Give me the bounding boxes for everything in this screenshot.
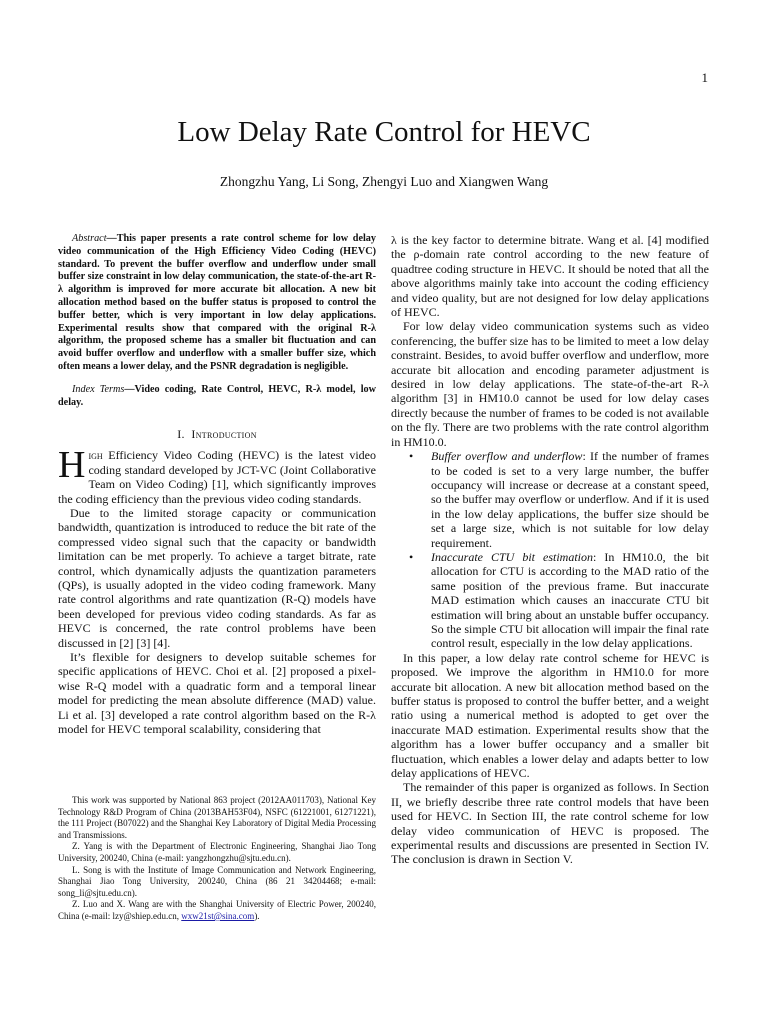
abstract xyxy=(58,233,376,374)
right-paragraph-2: For low delay video communication systems such as video conferencing, the buffer size has to be limited to meet a low delay constraint. Besides, to avoid buffer overflow and underflow, more accurate bit allocation and encoding parameter adjustment is desired in low delay applications. The state-of-the-art R-λ algorithm [3] in HM10.0 cannot be used for low delay cases directly because the number of frames to be coded is not available on the fly. There are two problems with the rate control algorithm in HM10.0. xyxy=(391,319,709,449)
intro-paragraph-1-text: Efficiency Video Coding (HEVC) is the latest video coding standard developed by JCT-VC (Joint Collaborative Team on Video Coding) [1], which significantly improves the coding efficiency than the previous video coding standards. xyxy=(58,448,376,506)
bullet-2-text: : In HM10.0, the bit allocation for CTU is according to the MAD ratio of the same position of the previous frame. But inaccurate MAD estimation which causes an inaccurate CTU bit estimation will bring about an unstable buffer occupancy. So the simple CTU bit allocation will impair the final rate control result, especially in the low delay applications. xyxy=(431,549,709,651)
footnote-4-end: ). xyxy=(254,910,260,921)
list-item xyxy=(431,550,709,651)
right-paragraph-1: λ is the key factor to determine bitrate. Wang et al. [4] modified the ρ-domain rate control according to the new feature of quadtree coding structure in HEVC. It should be noted that all the above algorithms mainly take into account the coding efficiency and video quality, but are not designed for low delay applications of HEVC. xyxy=(391,233,709,320)
abstract-lead: Abstract xyxy=(72,233,107,244)
section-heading-introduction xyxy=(58,427,376,442)
left-column xyxy=(58,233,376,736)
bullet-2-lead: Inaccurate CTU bit estimation xyxy=(431,549,593,564)
abstract-text: —This paper presents a rate control scheme for low delay video communication of the High Efficiency Video Coding (HEVC) standard. To prevent the buffer overflow and underflow under small buffer size constraint in low delay communication, the state-of-the-art R-λ algorithm is improved for more accurate bit allocation. A new bit allocation method based on the buffer status is proposed to control the buffer better, which is very important in low delay applications. Experimental results show that compared with the original R-λ algorithm, the proposed scheme has a smaller bit fluctuation and can avoid buffer overflow and underflow with a smaller buffer size, which often means a lower delay, and the PSNR degradation is negligible. xyxy=(58,233,376,372)
footnote-author-luo-wang xyxy=(58,899,376,922)
footnote-author-song: L. Song is with the Institute of Image Communication and Network Engineering, Shanghai Jiao Tong University, 200240, China (86 21 34204468; e-mail: song_li@sjtu.edu.cn). xyxy=(58,864,376,898)
footnote-4-text: Z. Luo and X. Wang are with the Shanghai University of Electric Power, 200240, China (e-mail: lzy@shiep.edu.cn, xyxy=(58,899,376,921)
footnotes xyxy=(58,795,376,923)
paper-title: Low Delay Rate Control for HEVC xyxy=(177,116,591,148)
intro-paragraph-1 xyxy=(58,444,376,506)
email-link[interactable]: wxw21st@sina.com xyxy=(181,910,255,921)
bullet-1-lead: Buffer overflow and underflow xyxy=(431,449,583,464)
author-list: Zhongzhu Yang, Li Song, Zhengyi Luo and Xiangwen Wang xyxy=(219,174,549,189)
problem-list xyxy=(391,449,709,651)
intro-paragraph-2: Due to the limited storage capacity or communication bandwidth, quantization is introduced to reduce the bit rate of the compressed video signal such that the capacity or bandwidth limitation can be met properly. To achieve a target bitrate, rate control, which dynamically adjusts the quantization parameters (QPs), is usually adopted in the video coding framework. Many rate control algorithms and rate quantization (R-Q) models have been developed for previous video coding standards. As far as HEVC is concerned, the rate control problems have been discussed in [2] [3] [4]. xyxy=(58,505,376,650)
index-terms-lead: Index Terms xyxy=(72,383,125,395)
intro-paragraph-3: It’s flexible for designers to develop suitable schemes for specific applications of HEVC. Choi et al. [2] proposed a pixel-wise R-Q model with a quadratic form and a temporal linear model for predicting the mean absolute difference (MAD) value. Li et al. [3] developed a rate control algorithm based on the R-λ model for HEVC temporal scalability, considering that xyxy=(58,650,376,737)
list-item xyxy=(431,449,709,550)
right-paragraph-4: The remainder of this paper is organized as follows. In Section II, we briefly describe three rate control models that have been used for HEVC. In Section III, the rate control scheme for low delay video communication of HEVC is proposed. The experimental results and discussions are presented in Section IV. The conclusion is drawn in Section V. xyxy=(391,780,709,867)
bullet-1-text: : If the number of frames to be coded is set to a very large number, the buffer occupancy will increase or decrease at a constant speed, so the buffer may overflow or underflow. And if it is used in the low delay applications, the buffer size should be set a large size, which is not suitable for low delay requirement. xyxy=(431,449,710,550)
footnote-funding: This work was supported by National 863 project (2012AA011703), National Key Technology R&D Program of China (2013BAH53F04), NSFC (61221001, 61271221), the 111 Project (B07022) and the Shanghai Key Laboratory of Digital Media Processing and Transmissions. xyxy=(58,795,376,840)
footnote-author-yang: Z. Yang is with the Department of Electronic Engineering, Shanghai Jiao Tong University, 200240, China (e-mail: yangzhongzhu@sjtu.edu.cn). xyxy=(58,841,376,863)
right-column xyxy=(391,233,709,867)
index-terms xyxy=(58,384,376,410)
drop-cap-smallcaps: igh xyxy=(88,448,103,463)
index-terms-text: —Video coding, Rate Control, HEVC, R-λ model, low delay. xyxy=(58,383,376,408)
drop-cap: H xyxy=(58,444,86,487)
right-paragraph-3: In this paper, a low delay rate control scheme for HEVC is proposed. We improve the algorithm in HM10.0 for more accurate bit allocation. A new bit allocation method based on the buffer status is proposed to control the buffer better, and a weight ratio using a numerical method is adopted to get over the inaccurate MAD estimation. Experimental results show that the algorithm has a lower buffer occupancy and a smaller bit fluctuation, which enables a lower delay and adapts better to low delay applications of HEVC. xyxy=(391,650,709,781)
section-numeral: I. xyxy=(177,427,185,442)
section-title: Introduction xyxy=(191,427,257,442)
page-number: 1 xyxy=(701,70,708,85)
